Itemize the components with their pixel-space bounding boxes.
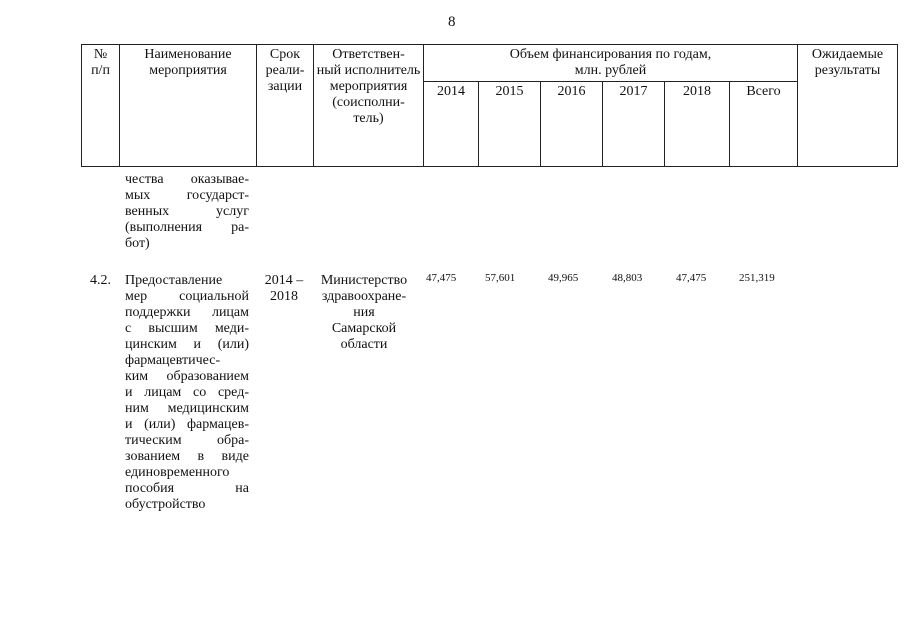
value-2018: 47,475: [676, 272, 707, 284]
header-name: Наименование мероприятия: [120, 45, 257, 167]
header-total: Всего: [730, 82, 798, 167]
row-number: 4.2.: [90, 273, 111, 288]
row-responsible: Министерство здравоохране- ния Самарской области: [320, 273, 408, 352]
header-funding: Объем финансирования по годам, млн. рублей: [424, 45, 798, 82]
value-2014: 47,475: [426, 272, 457, 284]
header-results: Ожидаемые результаты: [798, 45, 898, 167]
value-total: 251,319: [739, 272, 775, 284]
row-term: 2014 – 2018: [264, 273, 304, 304]
header-year: 2014: [424, 82, 479, 167]
value-2017: 48,803: [612, 272, 643, 284]
row-name: Предоставление мер социальной поддержки лицам с высшим меди- цинским и (или) фармацевтичес- ким образованием и лицам со сред- ним медицинским и (или) фармацев- тическим обра- зованием в виде единовременного пособия на обустройство: [125, 273, 249, 512]
table-header: [81, 44, 898, 167]
header-term: Срок реали- зации: [257, 45, 314, 167]
header-year: 2015: [479, 82, 541, 167]
header-responsible: Ответствен- ный исполнитель мероприятия (соисполни- тель): [314, 45, 424, 167]
continuation-text: чества оказывае- мых государст- венных услуг (выполнения ра- бот): [125, 172, 249, 251]
page-number: 8: [448, 14, 456, 30]
header-year: 2018: [665, 82, 730, 167]
header-year: 2017: [603, 82, 665, 167]
header-no: № п/п: [82, 45, 120, 167]
value-2015: 57,601: [485, 272, 516, 284]
header-year: 2016: [541, 82, 603, 167]
value-2016: 49,965: [548, 272, 579, 284]
